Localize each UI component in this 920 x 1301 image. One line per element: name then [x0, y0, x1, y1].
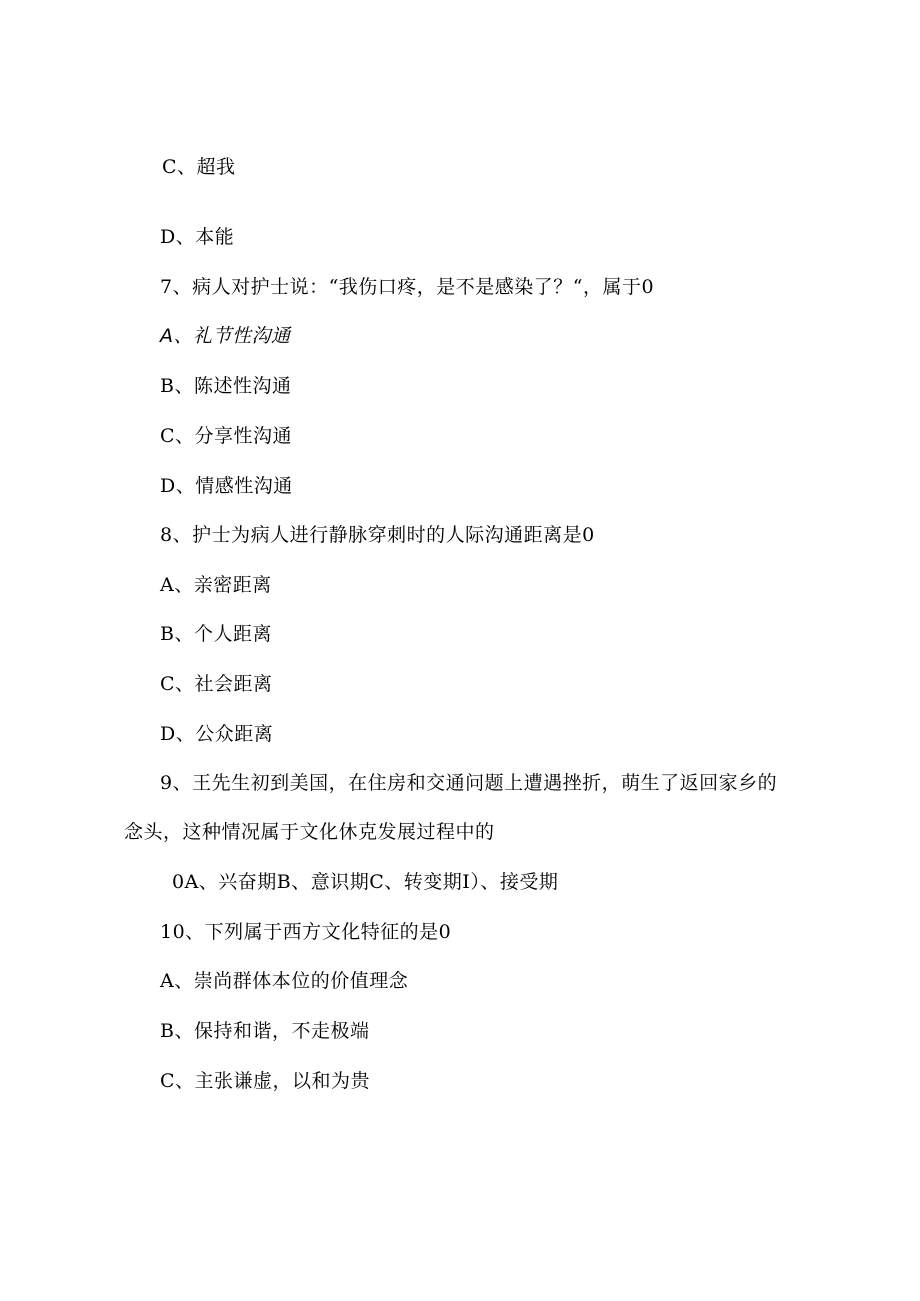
q7-option-a: A、礼节性沟通 — [160, 325, 291, 347]
q10-option-c: C、主张谦虚，以和为贵 — [160, 1070, 371, 1092]
q8-option-a: A、亲密距离 — [160, 574, 272, 596]
q6-option-c: C、超我 — [162, 156, 236, 178]
q9-options: 0A、兴奋期B、意识期C、转变期I）、接受期 — [172, 871, 559, 893]
q8-option-c: C、社会距离 — [160, 673, 273, 695]
q8-option-d: D、公众距离 — [160, 723, 274, 745]
q7-option-c: C、分享性沟通 — [160, 425, 293, 447]
q10-option-a: A、崇尚群体本位的价值理念 — [160, 970, 409, 992]
q8-question: 8、护士为病人进行静脉穿刺时的人际沟通距离是0 — [160, 524, 595, 546]
q6-option-d: D、本能 — [160, 226, 235, 248]
q7-option-d: D、情感性沟通 — [160, 475, 293, 497]
q8-option-b: B、个人距离 — [160, 623, 272, 645]
q9-question-line2: 念头，这种情况属于文化休克发展过程中的 — [124, 821, 495, 843]
q7-option-b: B、陈述性沟通 — [160, 375, 292, 397]
q10-question: 10、下列属于西方文化特征的是0 — [160, 921, 452, 943]
q10-option-b: B、保持和谐，不走极端 — [160, 1020, 370, 1042]
q7-question: 7、病人对护士说：“我伤口疼，是不是感染了？“，属于0 — [160, 276, 655, 298]
q9-question-line1: 9、王先生初到美国，在住房和交通问题上遭遇挫折，萌生了返回家乡的 — [160, 772, 778, 794]
